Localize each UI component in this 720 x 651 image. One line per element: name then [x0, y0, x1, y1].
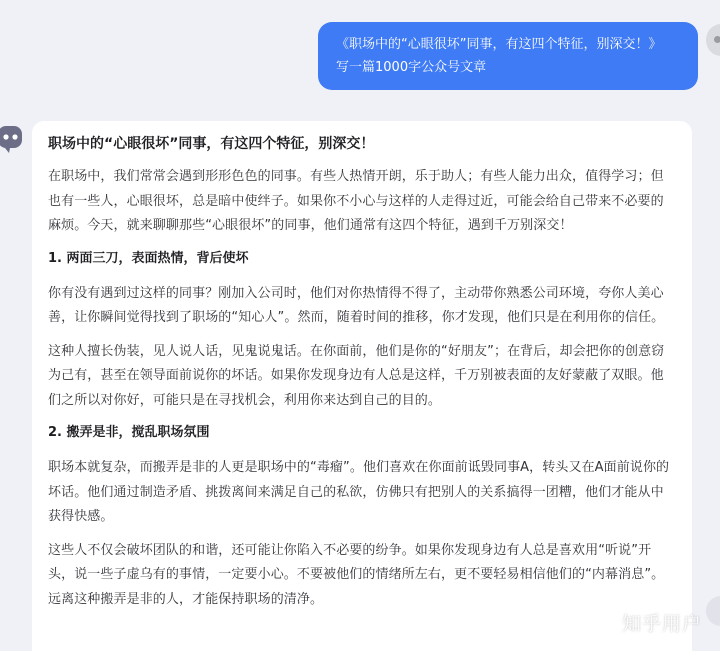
section-heading-2: 2. 搬弄是非，搅乱职场氛围	[48, 425, 210, 440]
section-2-paragraph-2: 这些人不仅会破坏团队的和谐，还可能让你陷入不必要的纷争。如果你发现身边有人总是喜欢用“听说”开头，说一些子虚乌有的事情，一定要小心。不要被他们的情绪所左右，更不要轻易相信他们的“内幕消息”。远离这种搬弄是非的人，才能保持职场的清净。	[48, 542, 665, 607]
robot-face-icon	[0, 122, 24, 154]
user-message-line1: 《职场中的“心眼很坏”同事，有这四个特征，别深交！》	[336, 37, 662, 52]
section-heading-1: 1. 两面三刀，表面热情，背后使坏	[48, 250, 249, 266]
watermark: 知乎用户	[622, 613, 703, 635]
user-message-line2: 写一篇1000字公众号文章	[336, 60, 487, 75]
user-message-bubble	[318, 22, 698, 90]
section-1-paragraph-2: 这种人擅长伪装，见人说人话，见鬼说鬼话。在你面前，他们是你的“好朋友”；在背后，却会把你的创意窃为己有，甚至在领导面前说你的坏话。如果你发现身边有人总是这样，千万别被表面的友好蒙蔽了双眼。他们之所以对你好，可能只是在寻找机会，利用你来达到自己的目的。	[48, 343, 665, 408]
scroll-button[interactable]	[706, 596, 720, 626]
user-avatar-icon[interactable]	[706, 24, 720, 56]
assistant-answer-card	[32, 121, 692, 651]
section-1-paragraph-1: 你有没有遇到过这样的同事？刚加入公司时，他们对你热情得不得了，主动带你熟悉公司环境，夸你人美心善，让你瞬间觉得找到了职场的“知心人”。然而，随着时间的推移，你才发现，他们只是在利用你的信任。	[48, 285, 665, 325]
answer-intro: 在职场中，我们常常会遇到形形色色的同事。有些人热情开朗，乐于助人；有些人能力出众，值得学习；但也有一些人，心眼很坏，总是暗中使绊子。如果你不小心与这样的人走得过近，可能会给自己带来不必要的麻烦。今天，就来聊聊那些“心眼很坏”的同事，他们通常有这四个特征，遇到千万别深交！	[48, 169, 664, 233]
section-2-paragraph-1: 职场本就复杂，而搬弄是非的人更是职场中的“毒瘤”。他们喜欢在你面前诋毁同事A，转头又在A面前说你的坏话。他们通过制造矛盾、挑拨离间来满足自己的私欲，仿佛只有把别人的关系搞得一团糟，他们才能从中获得快感。	[48, 460, 670, 524]
answer-title: 职场中的“心眼很坏”同事，有这四个特征，别深交！	[48, 136, 375, 152]
